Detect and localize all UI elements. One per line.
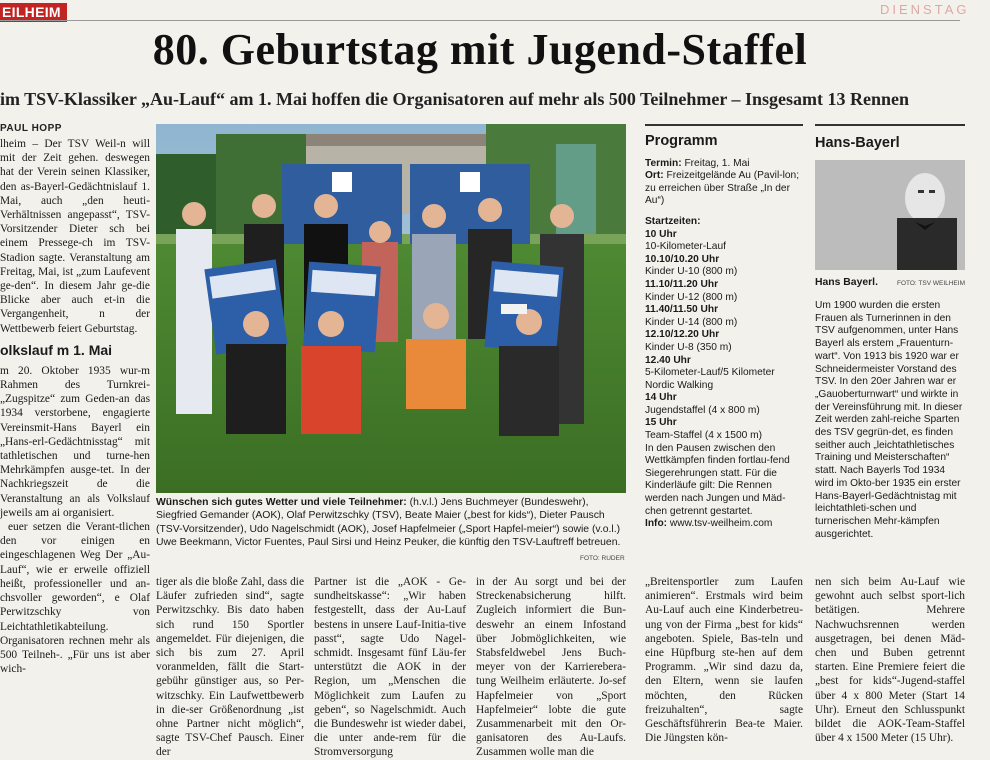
- schedule-time: 10 Uhr: [645, 228, 677, 240]
- left-column: [0, 137, 150, 750]
- schedule-event: Team-Staffel (4 x 1500 m): [645, 430, 763, 442]
- program-info: Info: www.tsv-weilheim.com: [645, 518, 773, 530]
- hans-bayerl-rule: [815, 124, 965, 126]
- program-ort: Ort: Freizeitgelände Au (Pavil-lon; zu erreichen über Straße „In der Au“): [645, 170, 800, 207]
- top-rule: [0, 20, 960, 21]
- hans-bayerl-title: Hans-Bayerl: [815, 135, 900, 151]
- schedule-event: Kinder U-10 (800 m): [645, 266, 738, 278]
- main-photo: [156, 124, 626, 493]
- photo-caption: [156, 496, 626, 550]
- left-paragraph-3: euer setzen die Verant-tlichen den vor einigen en eingeschlagenen Weg Der „Au-Lauf“, wie er erweile offiziell heißt, professioneller und an-chsvoller geworden“, e Olaf Perwitzschky von Leichtathletikabteilung. Organisatoren rechnen mehr als 500 Teilneh-. „Für uns ist aber wich-: [0, 521, 150, 676]
- hans-bayerl-credit: FOTO: TSV WEILHEIM: [896, 280, 965, 287]
- headline: 80. Geburtstag mit Jugend-Staffel: [152, 25, 808, 74]
- program-startzeiten: Startzeiten:: [645, 215, 701, 227]
- caption-text: (h.v.l.) Jens Buchmeyer (Bundeswehr), Siegfried Gemander (AOK), Olaf Perwitzschky (TSV), Beate Maier („best for kids“), Dieter Pausch (TSV-Vorsitzender), Udo Nagelschmidt (AOK), Josef Hapfelmeier („Sport Hapfel-meier“) sowie (v.o.l.) Uwe Beekmann, Victor Fuentes, Paul Sirsi und Heinz Peuker, die künftig den TSV-Lauftreff betreuen.: [156, 497, 621, 549]
- hans-bayerl-text: Um 1900 wurden die ersten Frauen als Turnerinnen in den TSV aufgenommen, unter Hans Bayerl als erstem „Frauenturn-wart“. Von 1913 bis 1920 war er Schneidermeister Vorstand des TSV. In den 20er Jahren war er „Gauoberturnwart“ und wirkte in der Vereinsführung mit. In dieser Zeit werden zahl-reiche Sparten des TSV gegrün-det, es finden seither auch „leichtathletisches Training und Meisterschaften“ statt. Nach Bayerls Tod 1934 wird im Okto-ber 1935 ein erster Hans-Bayerl-Gedächtnistag mit leichtathleti-schen und turnerischen Mehr-kämpfen ausgerichtet.: [815, 300, 963, 540]
- schedule-event: Kinder U-8 (350 m): [645, 341, 732, 353]
- date-strip: DIENSTAG: [880, 2, 970, 17]
- left-subheading: olkslauf m 1. Mai: [0, 341, 113, 358]
- article-column-3: in der Au sorgt und bei der Streckenabsicherung hilft. Zugleich informiert die Bun-deswehr an einem Infostand über Jobmöglichkeiten, wie Stabsfeldwebel Jens Buch-meyer von der Karrierebera-tung Weilheim erläuterte. Jo-sef Hapfelmeier von „Sport Hapfelmeier“ lobte die gute Zusammenarbeit mit den Or-ganisatoren des Au-Laufs. Zusammen wolle man die: [476, 576, 626, 759]
- program-schedule: [645, 229, 803, 443]
- caption-lead: Wünschen sich gutes Wetter und viele Teilnehmer:: [156, 497, 407, 508]
- schedule-event: Kinder U-14 (800 m): [645, 316, 738, 328]
- schedule-time: 12.40 Uhr: [645, 354, 691, 366]
- program-rule: [645, 124, 803, 126]
- program-note: In den Pausen zwischen den Wettkämpfen finden fortlau-fend Siegerehrungen statt. Für die Kinderläufe gilt: Die Rennen werden nach Jungen und Mäd-chen getrennt gestartet.: [645, 442, 790, 517]
- schedule-time: 15 Uhr: [645, 417, 677, 429]
- byline: PAUL HOPP: [0, 123, 62, 134]
- schedule-event: 5-Kilometer-Lauf/5 Kilometer Nordic Walking: [645, 367, 775, 391]
- group-photo-illustration: [156, 124, 626, 493]
- schedule-time: 11.10/11.20 Uhr: [645, 278, 719, 290]
- article-column-5: nen sich beim Au-Lauf wie gewohnt auch selbst sport-lich betätigen. Mehrere Nachwuchsrennen werden ausgetragen, bei denen Mäd-chen und Buben getrennt starten. Eine Premiere feiert die „best for kids“-Jugend-staffel über 4 x 800 Meter (Start 14 Uhr). Erneut den Schlusspunkt bildet die AOK-Team-Staffel über 4 x 1500 Meter (15 Uhr).: [815, 576, 965, 745]
- schedule-event: Kinder U-12 (800 m): [645, 291, 738, 303]
- program-termin: Termin: Freitag, 1. Mai: [645, 157, 750, 169]
- schedule-time: 10.10/10.20 Uhr: [645, 253, 720, 265]
- left-paragraph-1: lheim – Der TSV Weil-n will mit der Zeit gehen. deswegen hat der Verein seinen Klassiker, den as-Bayerl-Gedächtnislauf 1. Mai, auch „den heuti-Verhältnissen angepasst“, TSV-Vorsitzender Dieter sch bei einem Pressege-ch im TSV-Stadion sagte. Veranstaltung am Freitag, Mai, ist „zum Laufevent ge-den“. In diesem Jahr ge-die Blicke aber auch et-in die Vergangenheit, n der Wettbewerb feiert Geburtstag.: [0, 138, 150, 335]
- program-title: Programm: [645, 133, 718, 149]
- article-column-4: „Breitensportler zum Laufen animieren“. Erstmals wird beim Au-Lauf auch eine Kinderbetreu-ung von der Firma „best for kids“ angeboten. Spiele, Bas-teln und eine Hüpfburg ste-hen auf dem Programm. „Wir sind dazu da, den Eltern, wenn sie laufen möchten, den Rücken freizuhalten“, sagte Geschäftsführerin Bea-te Maier. Die Jüngsten kön-: [645, 576, 803, 745]
- subheadline: im TSV-Klassiker „Au-Lauf“ am 1. Mai hoffen die Organisatoren auf mehr als 500 Teilnehmer – Insgesamt 13 Rennen: [0, 89, 910, 109]
- schedule-time: 11.40/11.50 Uhr: [645, 304, 719, 316]
- article-column-2: Partner ist die „AOK - Ge-sundheitskasse“: „Wir haben festgestellt, dass der Au-Lauf bestens in unsere Lauf-Initia-tive passt“, sagte Udo Nagel-schmidt. Insgesamt fünf Läu-fer unterstützt die AOK in der Region, um „Menschen die Möglichkeit zum Laufen zu geben“, so Nagelschmidt. Auch die Bundeswehr ist wieder dabei, die unter ande-rem für die Stromversorgung: [314, 576, 466, 759]
- section-label: EILHEIM: [0, 3, 67, 22]
- photo-credit: FOTO: RUDER: [580, 555, 625, 562]
- schedule-time: 14 Uhr: [645, 392, 677, 404]
- left-paragraph-2: m 20. Oktober 1935 wur-m Rahmen des Turnkrei-„Zugspitze“ zum Geden-an das 1934 verstorbene, engagierte Vereinsmit-Hans Bayerl ein „Hans-erl-Gedächtnisstag“ mit tathletischen und turne-hen Mehrkämpfen ausge-tet. In der Nachkriegszeit de die Veranstaltung an als Volkslauf jeweils am ai organisiert.: [0, 364, 150, 519]
- portrait-illustration: [815, 160, 965, 270]
- hans-bayerl-caption: Hans Bayerl. FOTO: TSV WEILHEIM: [815, 277, 965, 288]
- hans-bayerl-portrait: [815, 160, 965, 270]
- schedule-time: 12.10/12.20 Uhr: [645, 329, 720, 341]
- schedule-event: Jugendstaffel (4 x 800 m): [645, 404, 760, 416]
- schedule-event: 10-Kilometer-Lauf: [645, 241, 726, 253]
- article-column-1: tiger als die bloße Zahl, dass die Läufer zufrieden sind“, sagte Perwitzschky. Bis dato haben sich rund 150 Sportler angemeldet. Für diejenigen, die sich bis zum 27. April voranmelden, fällt die Start-gebühr günstiger aus, so Per-witzschky. Ein Laufwettbewerb in die-ser Größenordnung „ist ohne Partner nicht möglich“, sagte TSV-Chef Pausch. Einer der: [156, 576, 304, 759]
- program-box: [645, 124, 803, 564]
